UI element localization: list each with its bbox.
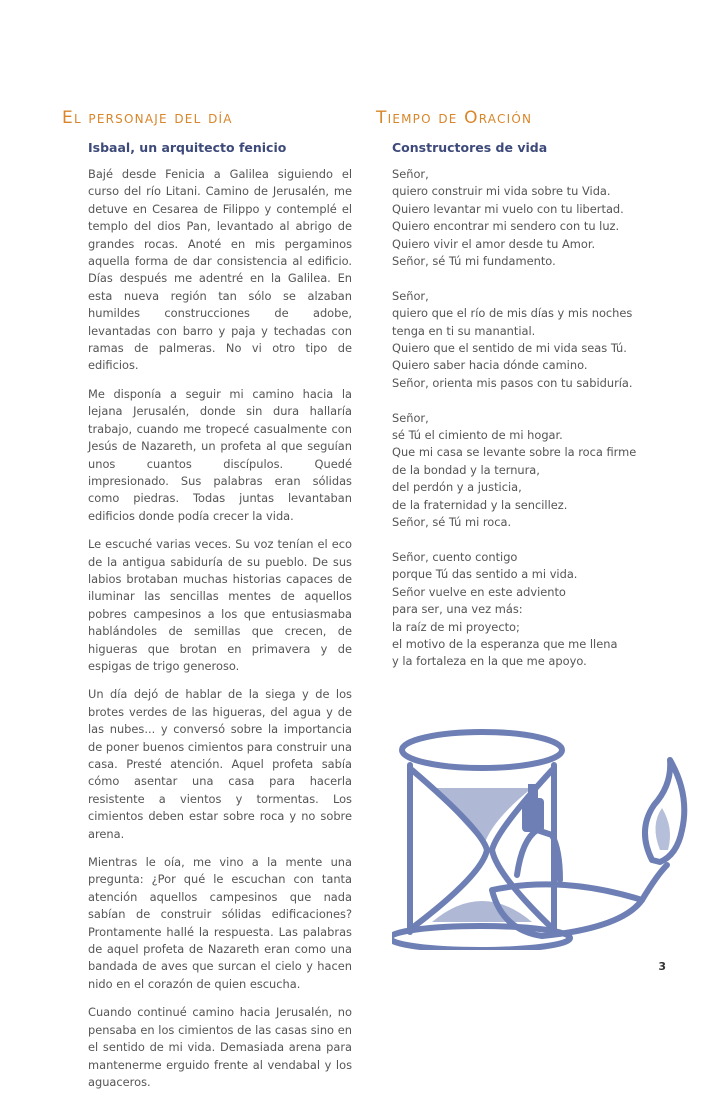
story-paragraph: Me disponía a seguir mi camino hacia la lejana Jerusalén, donde sin dura hallaría trabajo, cuando me tropecé casualmente con Jesús de Nazareth, un profeta al que seguían unos cuantos discípulos. Quedé impresionado. Sus palabras eran sólidas como piedras. Todas juntas levantaban edificios donde podía crecer la vida. [88, 386, 352, 523]
prayer-line: de la bondad y la ternura, [392, 462, 540, 477]
prayer-line: la raíz de mi proyecto; [392, 619, 520, 634]
prayer-stanza [392, 549, 672, 671]
prayer-line: Señor, [392, 410, 429, 425]
prayer-line: quiero que el río de mis días y mis noches [392, 306, 633, 321]
prayer-line: del perdón y a justicia, [392, 480, 522, 495]
story-paragraph: Mientras le oía, me vino a la mente una pregunta: ¿Por qué le escuchan con tanta atención aquellos campesinos que nada sabían de construir sólidas edificaciones? Prontamente hallé la respuesta. Las palabras de aquel profeta de Nazareth eran como una bandada de aves que surcan el cielo y hacen nido en el corazón de quien escucha. [88, 855, 352, 991]
hourglass-and-oil-lamp-icon [392, 700, 692, 950]
prayer-stanza [392, 410, 672, 532]
right-subtitle: Constructores de vida [392, 140, 548, 155]
prayer-line: Quiero vivir el amor desde tu Amor. [392, 236, 596, 251]
prayer-column [392, 166, 672, 688]
story-paragraph: Le escuché varias veces. Su voz tenían el eco de la antigua sabiduría de su pueblo. De sus labios brotaban muchas historias capaces de iluminar las sencillas mentes de aquellos pobres campesinos a los que entusiasmaba hablándoles de semillas que crecen, de higueras que brotan en primavera y de espigas de trigo generoso. [88, 537, 352, 673]
prayer-line: de la fraternidad y la sencillez. [392, 497, 568, 512]
prayer-line: Quiero levantar mi vuelo con tu libertad. [392, 201, 624, 216]
right-section-title: Tiempo de Oración [376, 108, 533, 128]
story-column [88, 166, 352, 1102]
left-subtitle: Isbaal, un arquitecto fenicio [88, 140, 287, 155]
story-paragraph: Bajé desde Fenicia a Galilea siguiendo el curso del río Litani. Camino de Jerusalén, me detuve en Cesarea de Filippo y contemplé el templo del dios Pan, levantado al abrigo de grandes rocas. Anoté en mis pergaminos aquella forma de dar consistencia al edificio. Días después me adentré en la Galilea. En esta nueva región tan sólo se alzaban humildes construcciones de adobe, levantadas con barro y paja y techadas con ramas de palmeras. No vi otro tipo de edificios. [88, 167, 352, 373]
prayer-line: sé Tú el cimiento de mi hogar. [392, 428, 563, 443]
prayer-line: Señor, [392, 288, 429, 303]
prayer-line: para ser, una vez más: [392, 602, 523, 617]
story-paragraph: Cuando continué camino hacia Jerusalén, no pensaba en los cimientos de las casas sino en el sentido de mi vida. Demasiada arena para mantenerme erguido frente al vendabal y los aguaceros. [88, 1005, 352, 1089]
left-section-title: El personaje del día [62, 108, 233, 128]
prayer-line: Señor, cuento contigo [392, 549, 518, 564]
prayer-line: porque Tú das sentido a mi vida. [392, 567, 578, 582]
prayer-line: y la fortaleza en la que me apoyo. [392, 654, 587, 669]
prayer-line: Quiero que el sentido de mi vida seas Tú. [392, 341, 627, 356]
prayer-line: Quiero saber hacia dónde camino. [392, 358, 588, 373]
prayer-line: Señor, [392, 167, 429, 181]
prayer-line: Quiero encontrar mi sendero con tu luz. [392, 219, 620, 234]
prayer-stanza [392, 288, 672, 392]
prayer-line: Señor, sé Tú mi fundamento. [392, 254, 556, 269]
prayer-line: el motivo de la esperanza que me llena [392, 636, 618, 651]
prayer-stanza [392, 166, 672, 270]
page-number: 3 [658, 960, 666, 973]
prayer-line: Que mi casa se levante sobre la roca firme [392, 445, 637, 460]
prayer-line: Señor vuelve en este adviento [392, 584, 566, 599]
prayer-line: quiero construir mi vida sobre tu Vida. [392, 184, 611, 199]
prayer-line: Señor, orienta mis pasos con tu sabiduría. [392, 375, 633, 390]
story-paragraph: Un día dejó de hablar de la siega y de los brotes verdes de las higueras, del agua y de las nubes... y conversó sobre la importancia de poner buenos cimientos para construir una casa. Presté atención. Aquel profeta sabía cómo asentar una casa para hacerla resistente a vientos y tormentas. Los cimientos deben estar sobre roca y no sobre arena. [88, 687, 352, 841]
prayer-line: tenga en ti su manantial. [392, 323, 536, 338]
prayer-line: Señor, sé Tú mi roca. [392, 515, 512, 530]
